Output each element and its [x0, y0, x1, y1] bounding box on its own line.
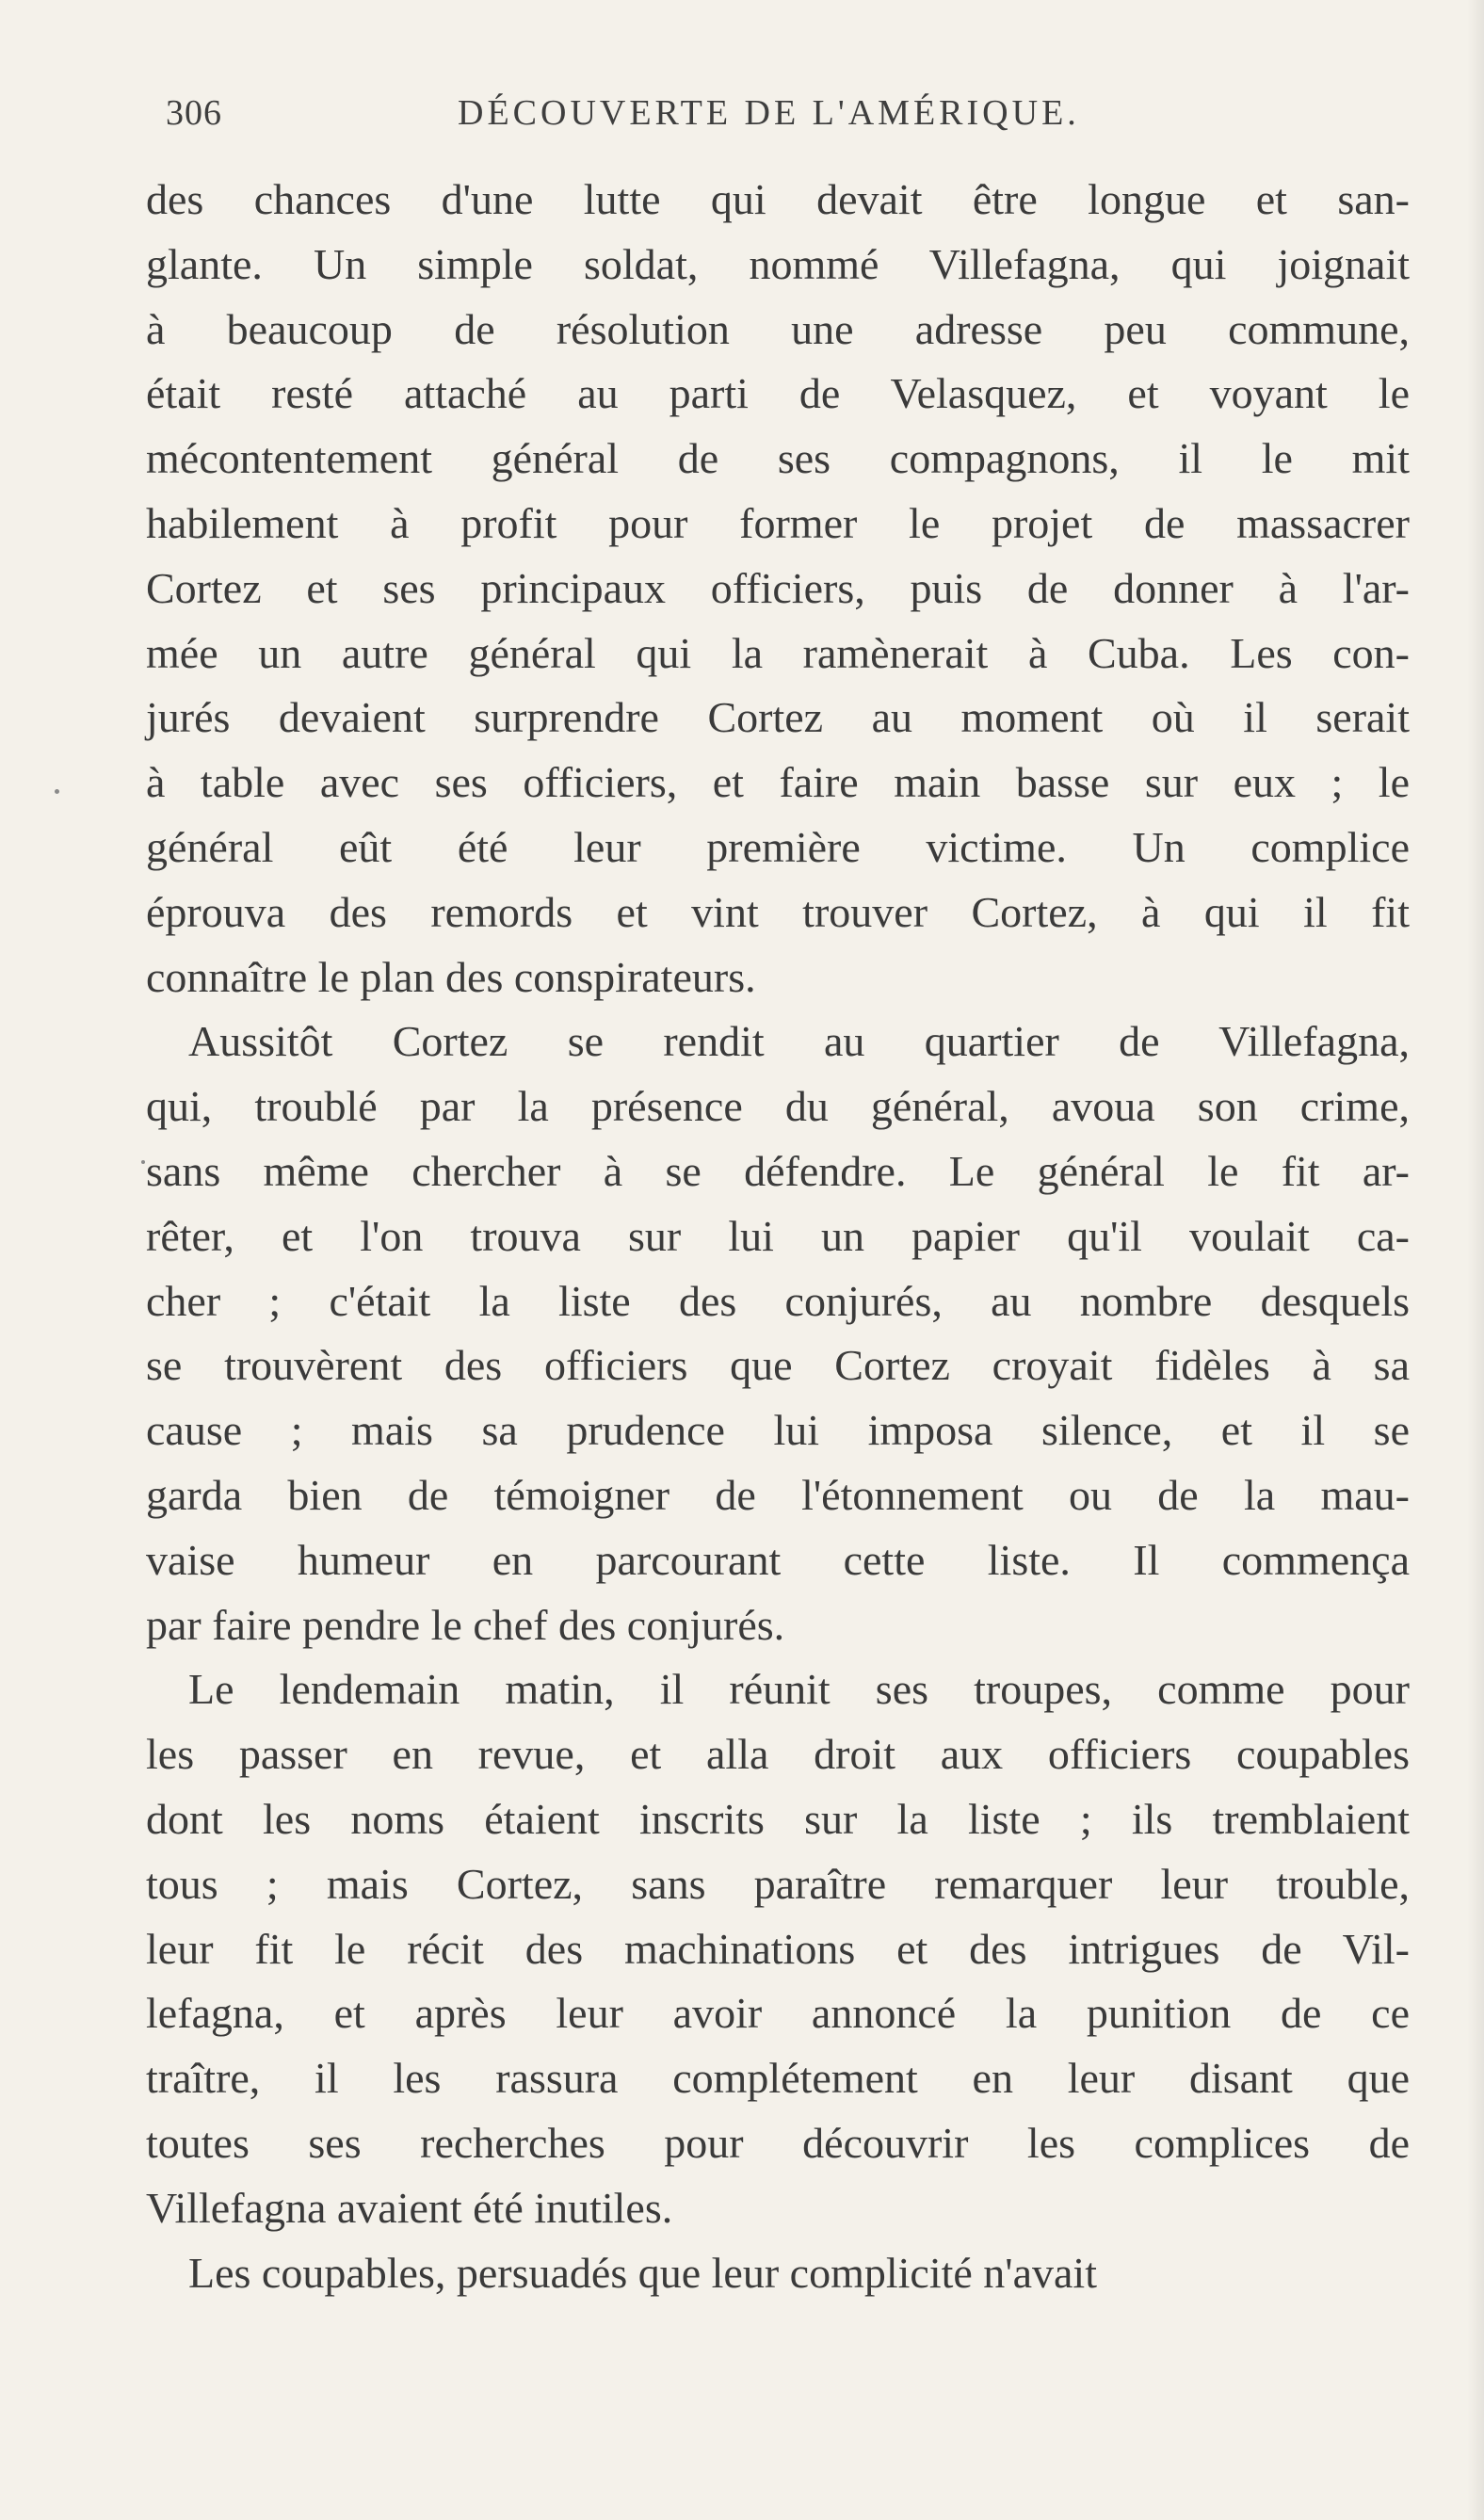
text-line: général eût été leur première victime. Un complice — [146, 822, 1410, 871]
text-line: mécontentement général de ses compagnons, il le mit — [146, 434, 1410, 483]
text-line: des chances d'une lutte qui devait être longue et san- — [146, 175, 1410, 223]
text-line: traître, il les rassura complétement en leur disant que — [146, 2054, 1410, 2103]
text-line: à table avec ses officiers, et faire main basse sur eux ; le — [146, 758, 1410, 807]
paragraph-end-line: connaître le plan des conspirateurs. — [146, 952, 756, 1001]
text-line: cher ; c'était la liste des conjurés, au nombre desquels — [146, 1276, 1410, 1325]
body-text — [146, 168, 1410, 2305]
paper-speck — [141, 1160, 145, 1164]
running-title: DÉCOUVERTE DE L'AMÉRIQUE. — [458, 93, 1080, 133]
text-line: était resté attaché au parti de Velasquez, et voyant le — [146, 369, 1410, 418]
text-line: leur fit le récit des machinations et des intrigues de Vil- — [146, 1924, 1410, 1973]
text-line: rêter, et l'on trouva sur lui un papier qu'il voulait ca- — [146, 1211, 1410, 1260]
paragraph-end-line: par faire pendre le chef des conjurés. — [146, 1600, 785, 1649]
text-line: mée un autre général qui la ramènerait à Cuba. Les con- — [146, 628, 1410, 677]
running-head — [166, 92, 1401, 145]
text-line: dont les noms étaient inscrits sur la liste ; ils tremblaient — [146, 1794, 1410, 1843]
text-line: lefagna, et après leur avoir annoncé la punition de ce — [146, 1989, 1410, 2038]
text-line: tous ; mais Cortez, sans paraître remarquer leur trouble, — [146, 1859, 1410, 1908]
page-edge-shadow — [1467, 0, 1484, 2520]
paragraph-end-line: Villefagna avaient été inutiles. — [146, 2183, 673, 2232]
text-line: cause ; mais sa prudence lui imposa silence, et il se — [146, 1406, 1410, 1455]
text-line: garda bien de témoigner de l'étonnement ou de la mau- — [146, 1470, 1410, 1519]
text-line: habilement à profit pour former le projet de massacrer — [146, 498, 1410, 547]
page-number: 306 — [166, 93, 222, 133]
text-line: éprouva des remords et vint trouver Cortez, à qui il fit — [146, 887, 1410, 936]
text-line: les passer en revue, et alla droit aux officiers coupables — [146, 1730, 1410, 1779]
paragraph-start-line: Le lendemain matin, il réunit ses troupes, comme pour — [188, 1665, 1410, 1714]
text-line: sans même chercher à se défendre. Le général le fit ar- — [146, 1146, 1410, 1195]
text-line: à beaucoup de résolution une adresse peu commune, — [146, 304, 1410, 353]
paper-speck — [55, 789, 59, 794]
text-line: Cortez et ses principaux officiers, puis de donner à l'ar- — [146, 563, 1410, 612]
text-line: glante. Un simple soldat, nommé Villefagna, qui joignait — [146, 239, 1410, 288]
text-line: qui, troublé par la présence du général, avoua son crime, — [146, 1082, 1410, 1131]
paragraph-start-line: Aussitôt Cortez se rendit au quartier de Villefagna, — [188, 1017, 1410, 1066]
text-line: jurés devaient surprendre Cortez au moment où il serait — [146, 693, 1410, 742]
paragraph-start-line: Les coupables, persuadés que leur complicité n'avait — [188, 2248, 1097, 2297]
text-line: se trouvèrent des officiers que Cortez croyait fidèles à sa — [146, 1341, 1410, 1390]
text-line: vaise humeur en parcourant cette liste. Il commença — [146, 1535, 1410, 1584]
text-line: toutes ses recherches pour découvrir les complices de — [146, 2118, 1410, 2167]
